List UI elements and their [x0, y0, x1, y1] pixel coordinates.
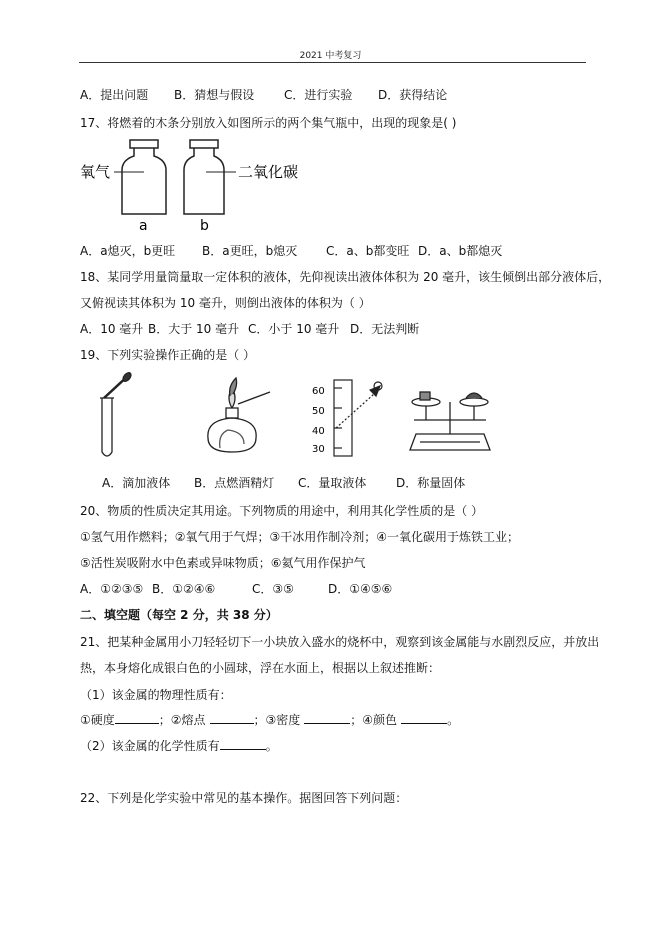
q22-stem: 22、下列是化学实验中常见的基本操作。据图回答下列问题：	[80, 791, 408, 805]
answer-blank-melting-point[interactable]	[210, 711, 254, 724]
blank-label-hardness: ①硬度	[80, 713, 115, 727]
q21-blanks-row	[80, 711, 459, 728]
q16-option-a: A．提出问题	[80, 88, 149, 102]
q20-option-d: D．①④⑤⑥	[328, 582, 393, 596]
q19-stem: 19、下列实验操作正确的是（ ）	[80, 348, 256, 362]
gas-bottle-a	[122, 140, 166, 214]
q18-option-c: C．小于 10 毫升	[248, 322, 340, 336]
blank-label-color: ；④颜色	[350, 713, 398, 727]
q21-sub2-end: 。	[265, 739, 278, 753]
q20-options	[80, 580, 392, 597]
q20-option-b: B．①②④⑥	[152, 582, 216, 596]
q19-figure	[80, 372, 500, 462]
section-title: 二、填空题（每空 2 分，共 38 分）	[80, 608, 278, 622]
label-co2: 二氧化碳	[238, 163, 299, 181]
alcohol-lamps	[208, 378, 270, 452]
q20-option-a: A．①②③⑤	[80, 582, 144, 596]
q16-option-d: D．获得结论	[378, 88, 448, 102]
answer-blank-density[interactable]	[304, 711, 350, 724]
q19-caption-d: D．称量固体	[396, 476, 466, 490]
q17-option-b: B．a更旺，b熄灭	[202, 244, 298, 258]
q20-line1: ①氢气用作燃料；②氧气用于气焊；③干冰用作制冷剂；④一氧化碳用于炼铁工业；	[80, 530, 520, 544]
q17-option-c: C．a、b都变旺	[326, 244, 410, 258]
scale-50: 50	[312, 406, 325, 417]
q18-options	[80, 320, 419, 337]
q21-sub2-text: （2）该金属的化学性质有	[80, 739, 220, 753]
label-oxygen: 氧气	[80, 163, 111, 181]
q16-option-c: C．进行实验	[284, 88, 353, 102]
q20-line2: ⑤活性炭吸附水中色素或异味物质；⑥氦气用作保护气	[80, 556, 366, 570]
blank-label-melting-point: ；②熔点	[158, 713, 206, 727]
dropper-test-tube	[100, 372, 133, 456]
label-b: b	[200, 218, 209, 234]
q17-option-d: D．a、b都熄灭	[418, 244, 503, 258]
blank-label-density: ；③密度	[253, 713, 301, 727]
q19-captions	[102, 474, 465, 491]
scale-60: 60	[312, 386, 325, 397]
blank-end: 。	[447, 713, 460, 727]
q19-caption-a: A．滴加液体	[102, 476, 171, 490]
q21-line2: 热，本身熔化成银白色的小圆球，浮在水面上，根据以上叙述推断：	[80, 661, 441, 675]
gas-bottle-b	[184, 140, 224, 214]
q17-stem: 17、将燃着的木条分别放入如图所示的两个集气瓶中，出现的现象是( )	[80, 116, 457, 130]
q17-options	[80, 242, 502, 259]
page-header: 2021 中考复习	[299, 51, 362, 61]
q18-option-a: A．10 毫升	[80, 322, 144, 336]
q19-caption-b: B．点燃酒精灯	[194, 476, 275, 490]
scale-40: 40	[312, 426, 325, 437]
label-a: a	[139, 218, 148, 234]
q19-caption-c: C．量取液体	[298, 476, 367, 490]
q18-option-d: D．无法判断	[350, 322, 420, 336]
q21-line1: 21、把某种金属用小刀轻轻切下一小块放入盛水的烧杯中，观察到该金属能与水剧烈反应，并放出	[80, 635, 600, 649]
q17-option-a: A．a熄灭，b更旺	[80, 244, 176, 258]
scale-30: 30	[312, 444, 325, 455]
balance-scale	[410, 392, 490, 450]
q20-stem: 20、物质的性质决定其用途。下列物质的用途中，利用其化学性质的是（ ）	[80, 504, 484, 518]
q18-option-b: B．大于 10 毫升	[148, 322, 240, 336]
graduated-cylinder	[334, 380, 382, 456]
q17-figure	[78, 134, 318, 236]
q18-line2: 又俯视读其体积为 10 毫升，则倒出液体的体积为（ ）	[80, 296, 371, 310]
q16-option-b: B．猜想与假设	[174, 88, 255, 102]
q21-sub2	[80, 737, 278, 754]
q21-sub1: （1）该金属的物理性质有：	[80, 688, 232, 702]
q20-option-c: C．③⑤	[252, 582, 294, 596]
answer-blank-color[interactable]	[401, 711, 447, 724]
header-rule	[79, 62, 586, 63]
q18-line1: 18、某同学用量筒量取一定体积的液体，先仰视读出液体体积为 20 毫升，该生倾倒出部分液体后，	[80, 270, 611, 284]
answer-blank-chemical[interactable]	[220, 737, 266, 750]
answer-blank-hardness[interactable]	[115, 711, 159, 724]
q16-options	[80, 86, 447, 103]
